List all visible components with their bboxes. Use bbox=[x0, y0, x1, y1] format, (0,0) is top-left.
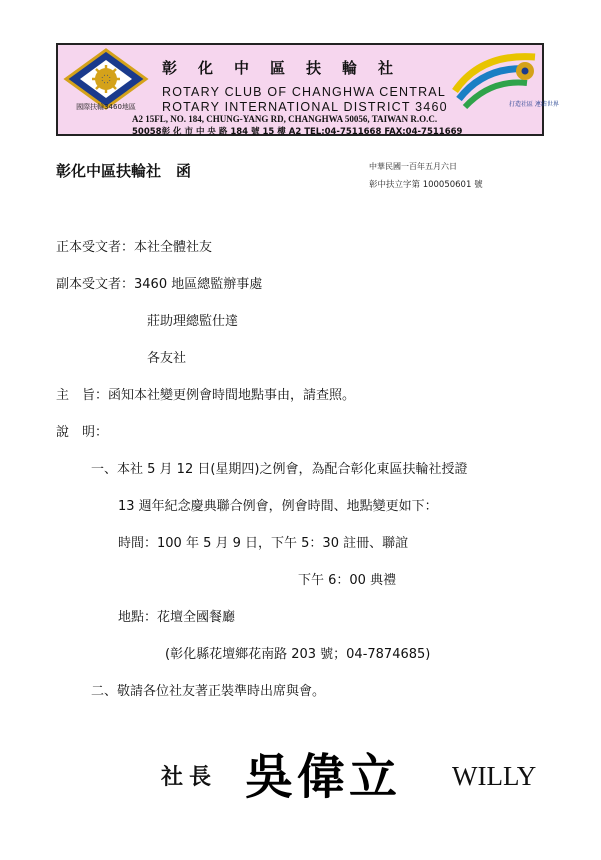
letter-date: 中華民國一百年五月六日 bbox=[369, 162, 457, 171]
copy-recipient-3: 各友社 bbox=[147, 351, 187, 366]
meeting-time-ceremony: 下午 6：00 典禮 bbox=[298, 573, 397, 588]
explanation-item-2: 二、敬請各位社友著正裝準時出席與會。 bbox=[91, 684, 326, 699]
district-name-en: ROTARY INTERNATIONAL DISTRICT 3460 bbox=[162, 100, 448, 114]
explanation-item-1: 一、本社 5 月 12 日(星期四)之例會，為配合彰化東區扶輪社授證 bbox=[91, 462, 468, 477]
theme-caption: 打造社區 連結世界 bbox=[509, 101, 559, 108]
copy-recipient: 副本受文者：3460 地區總監辦事處 bbox=[56, 277, 263, 292]
explanation-label: 說 明： bbox=[56, 425, 109, 440]
theme-logo bbox=[451, 51, 559, 111]
club-name-en: ROTARY CLUB OF CHANGHWA CENTRAL bbox=[162, 85, 446, 99]
meeting-place: 地點：花壇全國餐廳 bbox=[118, 610, 236, 625]
signature-name: 吳偉立 bbox=[245, 749, 402, 805]
copy-recipient-2: 莊助理總監仕達 bbox=[147, 314, 239, 329]
district-caption: 國際扶輪3460地區 bbox=[76, 103, 136, 111]
subject-line: 主 旨：函知本社變更例會時間地點事由，請查照。 bbox=[56, 388, 356, 403]
letter-title: 彰化中區扶輪社 函 bbox=[56, 162, 192, 180]
meeting-time: 時間：100 年 5 月 9 日，下午 5：30 註冊、聯誼 bbox=[118, 536, 409, 551]
reference-number: 彰中扶立字第 100050601 號 bbox=[369, 180, 483, 190]
rotary-wheel-logo bbox=[62, 48, 150, 110]
address-zh: 50058彰 化 市 中 央 路 184 號 15 樓 A2 TEL:04-7511668 FAX:04-7511669 bbox=[132, 127, 463, 137]
explanation-item-1-cont: 13 週年紀念慶典聯合例會，例會時間、地點變更如下： bbox=[118, 499, 438, 514]
main-recipient: 正本受文者：本社全體社友 bbox=[56, 240, 213, 255]
letterhead bbox=[56, 43, 559, 137]
address-en: A2 15FL, NO. 184, CHUNG-YANG RD, CHANGHWA 50056, TAIWAN R.O.C. bbox=[132, 114, 438, 124]
signature-name-en: WILLY bbox=[452, 761, 537, 791]
meeting-address: (彰化縣花壇鄉花南路 203 號；04-7874685) bbox=[165, 647, 431, 662]
club-name-zh: 彰化中區扶輪社 bbox=[162, 59, 415, 77]
signature-title: 社長 bbox=[161, 764, 218, 790]
